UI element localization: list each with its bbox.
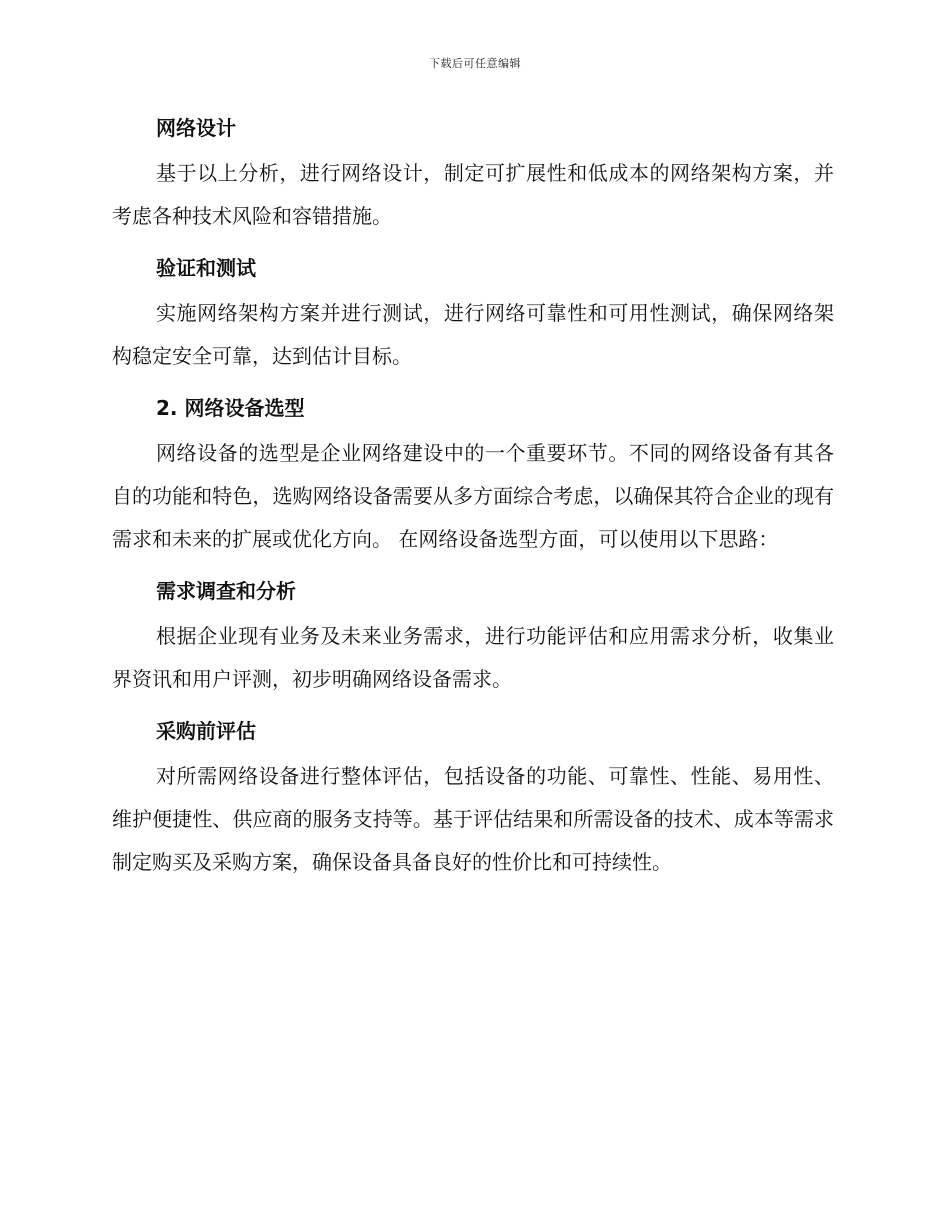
- page-header: 下载后可任意编辑: [429, 57, 521, 70]
- section-heading-pre-purchase-evaluation: 采购前评估: [156, 719, 256, 743]
- document-body: [112, 108, 834, 894]
- section-paragraph-pre-purchase-evaluation: 对所需网络设备进行整体评估，包括设备的功能、可靠性、性能、易用性、维护便捷性、供应商的服务支持等。基于评估结果和所需设备的技术、成本等需求制定购买及采购方案，确保设备具备良好的性价比和可持续性。: [112, 764, 834, 874]
- section-heading-requirements-analysis: 需求调查和分析: [156, 579, 296, 603]
- section-paragraph-device-selection: 网络设备的选型是企业网络建设中的一个重要环节。不同的网络设备有其各自的功能和特色，选购网络设备需要从多方面综合考虑，以确保其符合企业的现有需求和未来的扩展或优化方向。 在网络设备选型方面，可以使用以下思路：: [112, 441, 834, 551]
- section-paragraph-network-design: 基于以上分析，进行网络设计，制定可扩展性和低成本的网络架构方案，并考虑各种技术风险和容错措施。: [112, 161, 834, 228]
- section-heading-device-selection: 2. 网络设备选型: [156, 396, 305, 420]
- section-paragraph-requirements-analysis: 根据企业现有业务及未来业务需求，进行功能评估和应用需求分析，收集业界资讯和用户评测，初步明确网络设备需求。: [112, 624, 834, 691]
- section-heading-network-design: 网络设计: [156, 116, 236, 140]
- section-paragraph-verification-testing: 实施网络架构方案并进行测试，进行网络可靠性和可用性测试，确保网络架构稳定安全可靠，达到估计目标。: [112, 301, 834, 368]
- section-heading-verification-testing: 验证和测试: [156, 256, 256, 280]
